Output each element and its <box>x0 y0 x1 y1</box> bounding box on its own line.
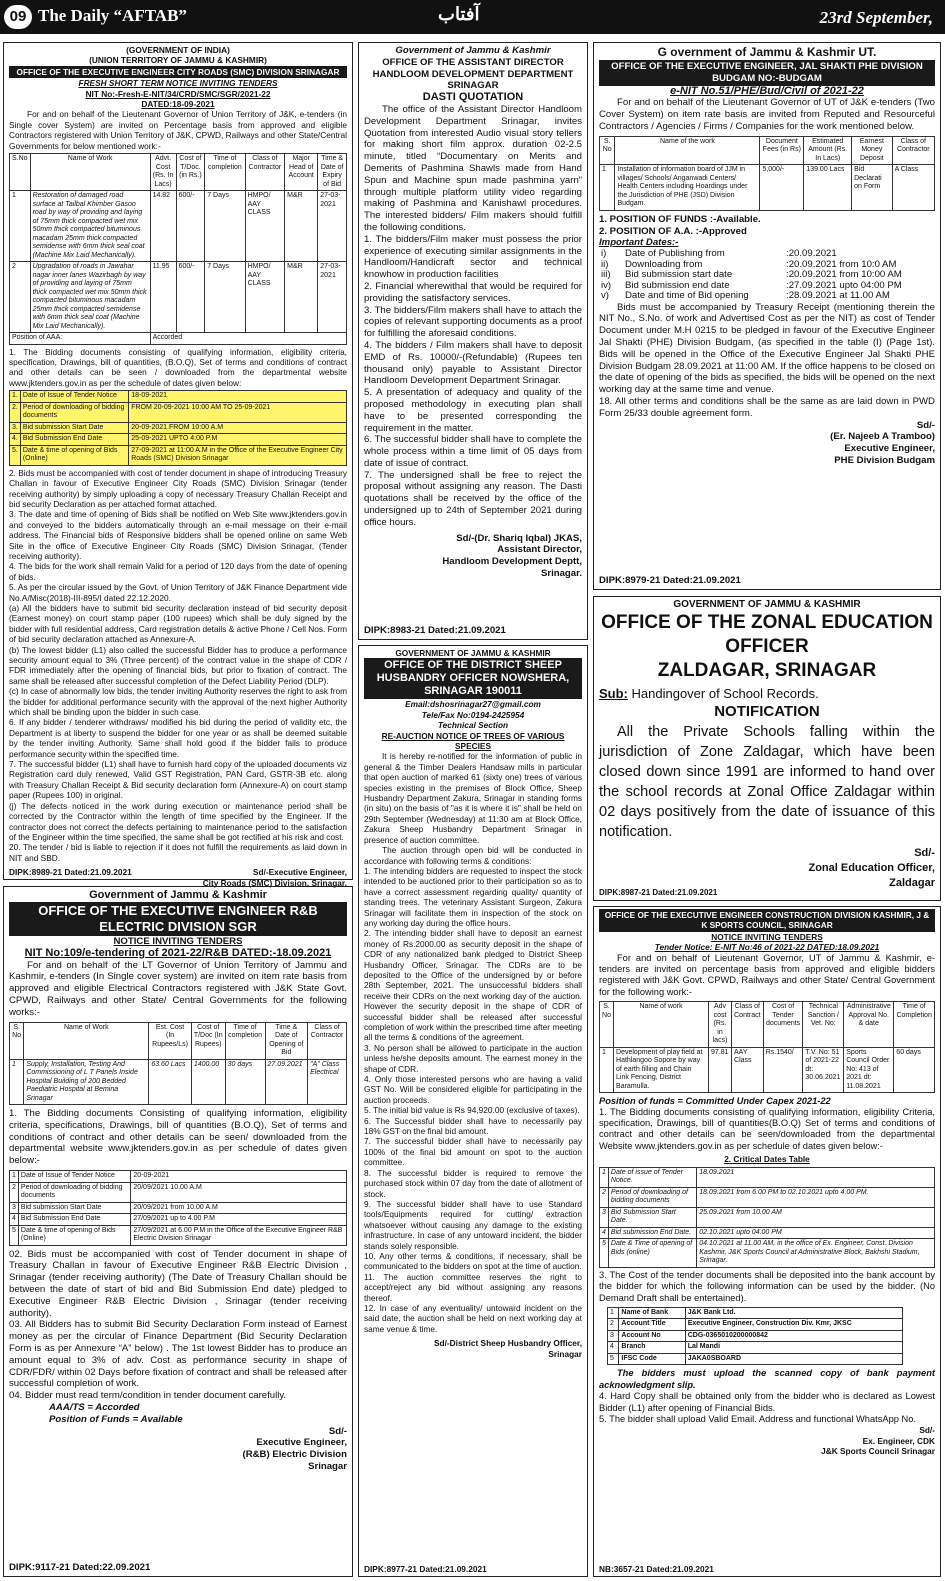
cell: HMPO/ AAY CLASS <box>245 262 285 333</box>
cell: 63.60 Lacs <box>149 1059 192 1105</box>
th: Name of Work <box>24 1022 149 1059</box>
cell: J&K Bank Ltd. <box>685 1307 902 1319</box>
email-line: Email:dshosrinagar27@gmail.com <box>405 699 541 710</box>
th: S. No <box>600 136 615 165</box>
cell: 2 <box>10 1182 19 1202</box>
th: S. No <box>10 1022 24 1059</box>
para: 02. Bids must be accompanied with cost of Tender document in shape of Treasury Challan in favour of Executive Engineer R&B Electric Division , Srinagar (tender receiving authority) (The Date of Treasury Challan should be between the date of start of bid and Bid Submission End date) pledged to Executive Engineer R&B Electric Division , Srinagar (tender receiving authority). <box>9 1248 347 1319</box>
cell: 7 Days <box>205 262 245 333</box>
cell: 25.09.2021 from 10.00 AM <box>697 1207 935 1227</box>
list-item: 9. The successful bidder shall have to use Standard tools/Equipments required for cutting/ extraction whatsoever without causing any damage to the existing infrastructure. In case of any untoward incident, the bidder stands solely responsible. <box>364 1198 582 1251</box>
cell: Branch <box>619 1342 685 1354</box>
signature: Sd/- <box>328 1425 347 1437</box>
signature: Srinagar <box>548 1348 582 1359</box>
para: (j) The defects noticed in the work during execution or maintenance period shall be corrected by the Contractor within the length of time specified by the Engineer. If the contractor does not correct the defects pertaining to maintenance period to the satisfaction of the Engineer within the time specified, the same shall be got rectified at his risk and cost. <box>9 800 347 842</box>
dates-table <box>599 249 935 302</box>
th: Advt. Cost (Rs. In Lacs) <box>150 154 176 191</box>
cell: 1. <box>10 391 21 403</box>
signature: J&K Sports Council Srinagar <box>821 1446 935 1457</box>
para: The office of the Assistant Director Handloom Development Department Srinagar, invites Quotation from interested Audio visual story tellers for making short film approx. duration 02-2.5 minute, titled “Documentary on Merits and Demerits of Pashmina Shawls made from Hand Spun and Machine spun made pashmina yarn” through multiple platform utility video regarding making of Pashmina and Kanishawl procedures. The interested bidders/ Film makers should fulfill the following conditions. <box>364 103 582 233</box>
signature: Zaldagar <box>889 877 935 889</box>
gov-label: (GOVERNMENT OF INDIA) <box>126 45 230 55</box>
cell: JAKA0SBOARD <box>685 1353 902 1365</box>
cell: Lal Mandi <box>685 1342 902 1354</box>
signature: (R&B) Electric Division <box>242 1449 347 1461</box>
ad-city-roads <box>3 42 353 888</box>
signature: Executive Engineer, <box>844 443 935 455</box>
bank-table <box>607 1307 903 1366</box>
signature: Srinagar. <box>540 568 582 580</box>
cell: 27.09.2021 <box>265 1059 308 1105</box>
gov-label: GOVERNMENT OF JAMMU & KASHMIR <box>673 599 861 610</box>
works-table <box>599 1001 935 1093</box>
th: Cost of T/Doc. (in Rs.) <box>176 154 205 191</box>
para: 7. The undersigned shall be free to reject the proposal without assigning any reason. The Dasti quotations shall be received by the office of the undersigned up to 24th of September 2021 during office hours. <box>364 469 582 528</box>
aaa-line: AAA/TS = Accorded <box>49 1401 140 1413</box>
list-item: 6. The Successful bidder shall have to necessarily pay 18% GST on the final bid amount. <box>364 1115 582 1137</box>
cell: Date of issue of Tender Notice. <box>608 1167 696 1187</box>
office-location: ZALDAGAR, SRINAGAR <box>657 660 877 681</box>
intro-text: For and on behalf of the LT Governor of Union Territory of Jammu and Kashmir, e-tenders (In Single cover system) are invited on item rate basis from approved and eligible Electrical Contractors registered with J&K State Govt. CPWD, Railways and other State/ Central Governments for the following works:- <box>9 959 347 1018</box>
dipk-number: NB:3657-21 Dated:21.09.2021 <box>599 1563 714 1574</box>
cell: Period of downloading of bidding documents <box>18 1182 130 1202</box>
cell: HMPO/ AAY CLASS <box>245 191 285 262</box>
cell: Bid submission End Date. <box>608 1227 696 1239</box>
cell: 27/09/2021 up to 4.00 P.M <box>131 1214 347 1226</box>
cell: Sports Council Order No: 413 of 2021 dt: 11.08.2021 <box>844 1047 894 1093</box>
para: 7. The successful bidder (L1) shall have to furnish hard copy of the uploaded documents viz Registration card duly renewed, Valid GST Registration, PAN Card, GSTR-3B etc. along with Treasury Challan Receipt & Bid security declaration form (Annexure-A) on court stamp paper (Rupees 100) in original. <box>9 759 347 801</box>
works-table <box>599 136 935 211</box>
cell: 3 <box>608 1330 619 1342</box>
cell: 60 days <box>894 1047 935 1093</box>
th: Class of Contractor <box>308 1022 347 1059</box>
para: (a) All the bidders have to submit bid security declaration instead of bid security deposit (Earnest money) on court stamp paper (100 rupees) which shall be duly signed by the bidder with full residential address, Card registration details & active Phone / Cell Nos. Form of bid security declaration attached as Annexure-A. <box>9 602 347 645</box>
schedule-table <box>9 390 347 466</box>
cell: 1 <box>600 1167 609 1187</box>
cell: Account Title <box>619 1319 685 1331</box>
cell: Date & time of opening of Bids (Online) <box>20 445 128 465</box>
cell: 20/09/2021 from 10.00 A.M <box>131 1202 347 1214</box>
dipk-number: DIPK:8977-21 Dated:21.09.2021 <box>364 1563 487 1574</box>
cell: ii) <box>601 258 609 270</box>
para: 6. If any bidder / tenderer withdraws/ modified his bid during the period of validity etc, the Department is at liberty to suspend the bidder for one year or as shall be deemed suitable by the tender inviting Authority. Same shall hold good if the bidder fails to produce performance security within the specified time. <box>9 717 347 759</box>
nit-date: DATED:18-09-2021 <box>141 99 215 110</box>
subject-label: Sub: <box>599 686 628 701</box>
cell: Date of Publishing from <box>625 248 725 260</box>
list-item: 10. Any other terms & conditions, if necessary, shall be communicated to the bidders on spot at the time of auction. <box>364 1250 582 1272</box>
cell: 2 <box>600 1187 609 1207</box>
notice-title: DASTI QUOTATION <box>422 91 524 104</box>
signature: (Er. Najeeb A Tramboo) <box>830 431 935 443</box>
office-title: OFFICE OF THE ASSISTANT DIRECTOR HANDLOOM DEVELOPMENT DEPARTMENT SRINAGAR <box>372 56 574 92</box>
office-title: OFFICE OF THE ZONAL EDUCATION OFFICER <box>601 612 933 657</box>
cell: Date and time of Bid opening <box>625 290 749 302</box>
para: 2. Financial wherewithal that would be required for providing the satisfactory services. <box>364 280 582 304</box>
cell: 600/- <box>176 262 205 333</box>
aa-line: 2. POSITION OF A.A. :-Approved <box>599 225 747 237</box>
intro-text: For and on behalf of the Lieutenant Governor of Union Territory of J&K, e-tenders (in Single cover System) are invited on Percentage basis from approved and eligible Contractors registered with Union Territory of J&K, CPWD, Railways and other State/Central Governments for below mentioned work:- <box>9 109 347 151</box>
nit-number: e-NIT No.51/PHE/Bud/Civil of 2021-22 <box>670 84 864 97</box>
list-item: 4. Only those interested persons who are having a valid GST No. Will be considered eligible for participating in the auction proceeds. <box>364 1074 582 1105</box>
nit-number: NIT No:-Fresh-E-NIT/34/CRD/SMC/SGR/2021-22 <box>85 88 271 99</box>
th: Time & Date of Expiry of Bid <box>318 154 347 191</box>
cell: 1 <box>10 1171 19 1183</box>
ad-jal-shakti <box>593 42 941 590</box>
critical-dates-title: 2. Critical Dates Table <box>724 1154 810 1165</box>
cell: 7 Days <box>205 191 245 262</box>
cell: 1 <box>10 1059 24 1105</box>
cell: 3. <box>10 422 21 434</box>
dipk-number: DIPK:9117-21 Dated:22.09.2021 <box>9 1562 151 1574</box>
th: Name of work <box>614 1002 709 1048</box>
para: Bids must be accompanied by Treasury Receipt (mentioning therein the NIT No., S.No. of work and Advertised Cost as per the NIT) as cost of Tender Document under M.H 0215 to be pledged in favour of the Executive Engineer Jal Shakti (PHE) Division Budgam, (as specified in the table (I) (Page 1st). Bids will be opened in the Office of the Executive Engineer Jal Shakti PHE Division Budgam 28.09.2021 at 11:00 AM. If the office happens to be closed on the date of opening of the bids as specified, the bids will be opened on the next working day at the same time and venue. <box>599 301 935 396</box>
cell: iii) <box>601 269 611 281</box>
th: Administrative Approval No. & date <box>844 1002 894 1048</box>
cell: v) <box>601 290 609 302</box>
works-table <box>9 1022 347 1106</box>
list-item: 12. In case of any eventuality/ untoward incident on the said date, the auction shall be held on next working day at same venue & time. <box>364 1302 582 1334</box>
para: (b) The lowest bidder (L1) also called the successful Bidder has to produce a performance security amount equal to 3% (Three percent) of the contract value in the shape of CDR / FDR immediately after the opening of financial bids, but prior to fixation of contract. The same shall be released after successful completion of the Defect Liability Period (DLP). <box>9 644 347 686</box>
notice-title: NOTICE INVITING TENDERS <box>711 931 823 942</box>
cell: 18-09-2021 <box>129 391 347 403</box>
newspaper-logo: آفتاب <box>438 4 480 25</box>
notice-title: NOTICE INVITING TENDERS <box>113 936 243 947</box>
cell: 18.09.2021 from 6.00 PM to 02.10.2021 upto 4.00 PM. <box>697 1187 935 1207</box>
office-banner: OFFICE OF THE EXECUTIVE ENGINEER R&B ELECTRIC DIVISION SGR <box>9 902 347 936</box>
cell: Development of play field at Hathlangoo Sopore by way of earth filling and Chain Link Fencing, District Baramulla. <box>614 1047 709 1093</box>
cell: 5 <box>608 1353 619 1365</box>
works-table <box>9 153 347 345</box>
cell: :20.09.2021 <box>786 248 837 260</box>
cell: AAY Class <box>732 1047 764 1093</box>
th: S. No <box>600 1002 614 1048</box>
schedule-table <box>9 1170 347 1246</box>
cell: Bid Submission End Date <box>18 1214 130 1226</box>
cell: 11.95 <box>150 262 176 333</box>
section-label: Technical Section <box>437 720 509 731</box>
cell: 4 <box>600 1227 609 1239</box>
para: 3. The date and time of opening of Bids shall be notified on Web Site www.jktenders.gov.in and conveyed to the bidders automatically through an e-mail message on their e-mail address. The Financial bids of Responsive bidders shall be opened online on same Web Site in the office of Executive Engineer City Roads (SMC) Division Srinagar, (Tender receiving authority). <box>9 509 347 561</box>
gov-label: GOVERNMENT OF JAMMU & KASHMIR <box>395 648 551 658</box>
intro-text: For and on behalf of Lieutenant Governor, UT of Jammu & Kashmir, e-tenders are invited on percentage basis from approved and eligible bidders registered with J&K Govt. CPWD, Railways and other State/ Central Government for the following work:- <box>599 952 935 997</box>
para: 1. The bidders/Film maker must possess the prior experience of executing similar assignments in the Handloom/Handicraft sector and technical knowhow in production facilities <box>364 233 582 281</box>
critical-dates-table <box>599 1167 935 1268</box>
cell: 27-03-2021 <box>318 262 347 333</box>
signature: City Roads (SMC) Division, Srinagar. <box>202 877 347 888</box>
list-item: 3. No person shall be allowed to participate in the auction unless he/she deposits amount. The earnest money in the shape of CDR. <box>364 1042 582 1074</box>
cell: 2 <box>608 1319 619 1331</box>
cell: CDG-0365010200000842 <box>685 1330 902 1342</box>
cell: :27.09.2021 upto 04:00 PM <box>786 279 902 291</box>
cell: 04.10.2021 at 11.00 AM, in the office of Ex. Engineer, Const. Division Kashmir, J&K Sports Council at Administrative Block, Bakhshi Stadium, Srinagar. <box>697 1239 935 1268</box>
cell: 30 days <box>225 1059 265 1105</box>
cell: 20/09/2021 10.00 A.M <box>131 1182 347 1202</box>
cell: M&R <box>285 191 318 262</box>
th: Cost of T/Doc (In Rupees) <box>191 1022 225 1059</box>
cell: 27-09-2021 at 11:00 A.M in the Office of the Executive Engineer City Roads (SMC) Division Srinagar <box>129 445 347 465</box>
signature: PHE Division Budgam <box>834 455 935 467</box>
cell: M&R <box>285 262 318 333</box>
th: Class of Contractor <box>892 136 934 165</box>
cell: Bid submission end date <box>625 279 730 291</box>
cell: Bid submission start date <box>625 269 733 281</box>
issue-date: 23rd September, <box>819 8 933 27</box>
ad-zonal-education <box>593 596 941 901</box>
para: It is hereby re-notified for the information of public in general & the Timber Dealers Handsaw mills in particular that open auction of marked 61 (sixty one) trees of various species existing in the premises of Block Office, Sheep Husbandry Department Zakura, Srinagar in standing forms (in situ) on the basis of "as it is where it is" shall be held on 29th September (Wednesday) at 11:30 am at Block Office, Zakura Sheep Husbandry Department Srinagar in presence of auction committee. <box>364 751 582 845</box>
list-item: 11. The auction committee reserves the right to accept/reject any bid without assigning any reasons thereof. <box>364 1271 582 1303</box>
cell: Restoration of damaged road surface at Tailbal Khimber Gasoo road by way of providing and laying of 75mm thick compacted wet mix 50mm thick compacted bituminous macadam 25mm thick compacted semidense with 6mm thick seal coat (Machine Mix Laid Mechanically). <box>30 191 150 262</box>
th: Name of the work <box>615 136 760 165</box>
para: 20. The tender / bid is liable to rejection if it does not fulfill the requirements as laid down in NIT and SBD. <box>9 842 347 863</box>
cell: 3 <box>10 1202 19 1214</box>
para: 18. All other terms and conditions shall be the same as are laid down in PWD Form 25/33 double agreement form. <box>599 396 935 419</box>
notice-title: RE-AUCTION NOTICE OF TREES OF VARIOUS SPECIES <box>381 730 565 752</box>
signature: Zonal Education Officer, <box>808 862 935 874</box>
signature: Sd/-(Dr. Shariq Iqbal) JKAS, <box>456 532 582 544</box>
cell: 5. <box>10 445 21 465</box>
cell: 1 <box>10 191 31 262</box>
cell: Period of downloading of bidding documents <box>608 1187 696 1207</box>
th: Earnest Money Deposit <box>852 136 892 165</box>
cell: 5,000/- <box>760 165 804 211</box>
cell: Date of Issue of Tender Notice <box>18 1171 130 1183</box>
table-row <box>10 1059 347 1105</box>
th: Major Head of Account <box>285 154 318 191</box>
cell: Date & time of opening of Bids (Online) <box>18 1225 130 1245</box>
cell: 20-09-2021 FROM 10:00 A.M <box>129 422 347 434</box>
cell: T.V. No: 51 of 2021-22 dt: 30.06.2021 <box>803 1047 844 1093</box>
para: (c) In case of abnormally low bids, the tender inviting Authority reserves the right to ask from the bidder for additional performance security with the approval of the next higher Authority which shall be binding upon the bidder in such case. <box>9 686 347 718</box>
nit-number: Tender Notice: E-NIT No:46 of 2021-22 DATED:18.09.2021 <box>654 942 880 953</box>
table-row <box>10 262 347 333</box>
cell: A Class <box>892 165 934 211</box>
cell: Date & Time of opening of Bids (online) <box>608 1239 696 1268</box>
cell: 1400.00 <box>191 1059 225 1105</box>
gov-label: Government of Jammu & Kashmir <box>395 45 551 56</box>
cell: Executive Engineer, Construction Div. Kmr, JKSC <box>685 1319 902 1331</box>
signature: Sd/- <box>919 1425 935 1436</box>
cell: 139.00 Lacs <box>804 165 852 211</box>
th: Cost of Tender documents <box>763 1002 803 1048</box>
cell: Name of Bank <box>619 1307 685 1319</box>
page-number: 09 <box>4 5 32 29</box>
ut-label: (UNION TERRITORY OF JAMMU & KASHMIR) <box>89 55 267 66</box>
nit-number: NIT No:109/e-tendering of 2021-22/R&B DATED:-18.09.2021 <box>24 946 332 959</box>
cell: FROM 20-09-2021 10:00 AM TO 25-09-2021 <box>129 402 347 422</box>
th: Time of Completion <box>894 1002 935 1048</box>
cell: Bid submission Start Date <box>20 422 128 434</box>
cell: Rs.1540/ <box>763 1047 803 1093</box>
th: Document Fees (in Rs) <box>760 136 804 165</box>
para: 6. The successful bidder shall have to complete the whole process within a time limit of 05 days from date of issue of contract. <box>364 434 582 469</box>
office-banner: OFFICE OF THE EXECUTIVE ENGINEER CITY ROADS (SMC) DIVISION SRINAGAR <box>9 66 347 78</box>
list-item: 8. The successful bidder is required to remove the purchased stock within 07 day from the date of allotment of stock. <box>364 1167 582 1199</box>
ad-sports-council <box>593 906 941 1577</box>
cell: 1 <box>608 1307 619 1319</box>
office-banner: OFFICE OF THE EXECUTIVE ENGINEER CONSTRUCTION DIVISION KASHMIR, J & K SPORTS COUNCIL, SRINAGAR <box>599 909 935 932</box>
ad-sheep-husbandry <box>358 645 588 1577</box>
para: 1. The Bidding documents consisting of qualifying information, eligibility criteria, specification, Drawings, bill of quantities, (B.O.Q), Set of terms and conditions of contract and other details can be seen / downloaded from the departmental website www.jktenders.gov.in as per the schedule of dates given below: <box>9 346 347 388</box>
th: Est. Cost (In Rupees/Ls) <box>149 1022 192 1059</box>
cell: 5 <box>600 1239 609 1268</box>
th: Name of Work <box>30 154 150 191</box>
list-item: 7. The successful bidder shall have to necessarily pay 100% of the final bid amount on spot to the auction committee. <box>364 1136 582 1168</box>
cell: Downloading from <box>625 258 703 270</box>
cell: 18.09.2021 <box>697 1167 935 1187</box>
para: The auction through open bid will be conducted in accordance with following terms & conditions: <box>364 845 582 866</box>
cell: :20.09.2021 from 10:00 AM <box>786 269 902 281</box>
cell: 27/09/2021 at 6.00 P.M in the Office of the Executive Engineer R&B Electric Division Srinagar <box>131 1225 347 1245</box>
th: Time of completion <box>205 154 245 191</box>
cell: Account No <box>619 1330 685 1342</box>
cell: Accorded <box>150 333 346 345</box>
tel-line: Tele/Fax No:0194-2425954 <box>421 709 525 720</box>
cell: 4. <box>10 434 21 446</box>
signature: Srinagar <box>308 1460 347 1472</box>
dipk-number: DIPK:8987-21 Dated:21.09.2021 <box>599 888 718 897</box>
para: 3. The Cost of the tender documents shall be deposited into the bank account by the bidder for which the following information can be used by the bidder. (No Demand Draft shall be entertained). <box>599 1269 935 1303</box>
cell: 14.82 <box>150 191 176 262</box>
th: Time & Date of Opening of Bid <box>265 1022 308 1059</box>
cell: Bid submission Start Date <box>18 1202 130 1214</box>
th: S.No <box>10 154 31 191</box>
signature: Executive Engineer, <box>256 1437 347 1449</box>
th: Adv cost (Rs. in lacs) <box>709 1002 732 1048</box>
list-item: 5. The initial bid value is Rs 94,920.00 (exclusive of taxes). <box>364 1105 580 1116</box>
signature: Sd/- <box>914 847 935 859</box>
para: 3. The bidders/Film makers shall have to attach the copies of relevant supporting documents as a proof for fulfilling the aforesaid conditions. <box>364 304 582 340</box>
para: 04. Bidder must read term/condition in tender document carefully. <box>9 1390 287 1402</box>
newspaper-name: The Daily “AFTAB” <box>38 6 187 25</box>
cell: :20.09.2021 from 10:0 AM <box>786 258 897 270</box>
signature: Sd/-Executive Engineer, <box>252 867 347 878</box>
cell: Position of AAA: <box>10 333 151 345</box>
para: 5. The bidder shall upload Valid Email. Address and functional WhatsApp No. <box>599 1414 916 1425</box>
ad-rb-electric <box>3 886 353 1577</box>
signature: Handloom Development Deptt, <box>442 556 582 568</box>
para: 5. A presentation of adequacy and quality of the proposed methodology in executing plan shall have to be presented corresponding the requirement in the matter. <box>364 387 582 434</box>
th: Technical Sanction / Vet. No: <box>803 1002 844 1048</box>
cell: Bid Submission Start Date. <box>608 1207 696 1227</box>
cell: Installation of information board of JJM in villages/ Schools/ Anganwadi Centers/ Health Centers including Hoardings under the Jurisdiction of PHE (JSD) Division Budgam. <box>615 165 760 211</box>
cell: Bid Submission End Date <box>20 434 128 446</box>
notice-title: FRESH SHORT TERM NOTICE INVITING TENDERS <box>78 78 278 89</box>
cell: i) <box>601 248 607 260</box>
dipk-number: DIPK:8983-21 Dated:21.09.2021 <box>364 625 506 637</box>
subject-text: Handingover of School Records. <box>631 686 819 701</box>
cell: 02.10.2021 upto 04.00 PM <box>697 1227 935 1239</box>
cell: Date of Issue of Tender Notice <box>20 391 128 403</box>
cell: "A" Class Electrical <box>308 1059 347 1105</box>
list-item: 2. The intending bidder shall have to deposit an earnest money of Rs.2000.00 as security deposit in the shape of CDR of any nationalized bank pledged to District Sheep Husbandry Officer, Srinagar. The CDRs are to be deposited to the Office of the undersigned by or before 28th September, 2021. The unsuccessful bidders shall receive their CDRs on the next working day of the auction. However the security deposit in the shape of CDR of successful bidder shall be released after successful completion of work within the prescribed time after meeting all the terms & conditions of the agreement. <box>364 928 582 1043</box>
notification-title: NOTIFICATION <box>714 703 820 720</box>
cell: IFSC Code <box>619 1353 685 1365</box>
cell: 2. <box>10 402 21 422</box>
office-banner: OFFICE OF THE DISTRICT SHEEP HUSBANDRY OFFICER NOWSHERA, SRINAGAR 190011 <box>364 658 582 699</box>
dipk-number: DIPK:8989-21 Dated:21.09.2021 <box>9 866 132 877</box>
ad-handloom <box>358 42 588 640</box>
cell: 4 <box>608 1342 619 1354</box>
dipk-number: DIPK:8979-21 Dated:21.09.2021 <box>599 575 741 587</box>
para: 1. The Bidding documents Consisting of qualifying information, eligibility criteria, specifications, Drawings, bill of quantities (B.O.Q), Set of terms and conditions of contract and other details can be seen/ downloaded from the departmental website www.jktenders.gov.in as per schedule of dates given below:- <box>9 1108 347 1167</box>
signature: Sd/- <box>916 419 935 431</box>
cell: 20-09-2021 <box>131 1171 347 1183</box>
th: Estimated Amount (Rs. In Lacs) <box>804 136 852 165</box>
para: 1. The Bidding documents consisting of qualifying information, eligibility Criteria, specification, Drawings, bill of quantities(B.O.Q) Set of terms and conditions of contract and other details can be seen/downloaded from the departmental Website www.jktenders.gov.in as per schedule of dates given below:- <box>599 1106 935 1151</box>
funds-line: 1. POSITION OF FUNDS :-Available. <box>599 213 761 225</box>
para: 4. Hard Copy shall be obtained only from the bidder who is declared as Lowest Bidder (L1) after opening of Financial Bids. <box>599 1391 935 1413</box>
funds-line: Position of funds = Committed Under Capex 2021-22 <box>599 1096 831 1107</box>
cell: Period of downloading of bidding documents <box>20 402 128 422</box>
table-row <box>10 191 347 262</box>
dates-heading: Important Dates:- <box>599 237 679 249</box>
cell: 5 <box>10 1225 19 1245</box>
cell: 1 <box>600 1047 614 1093</box>
cell: 97.81 <box>709 1047 732 1093</box>
th: Class of Contractor <box>245 154 285 191</box>
funds-line: Position of Funds = Available <box>49 1413 183 1425</box>
cell: Supply, Installation, Testing And Commissioning of L T Panels Inside Hospital Building of 200 Bedded Paediatric Hospital at Bemina Srinagar <box>24 1059 149 1105</box>
signature: Assistant Director, <box>497 544 582 556</box>
signature: Ex. Engineer, CDK <box>862 1435 935 1446</box>
cell: 600/- <box>176 191 205 262</box>
gov-label: Government of Jammu & Kashmir <box>89 889 267 901</box>
para: 2. Bids must be accompanied with cost of tender document in shape of introducing Treasury Challan in favour of Executive Engineer City Roads (SMC) Division Srinagar (tender receiving authority) by simply uploading a copy of necessary Treasury Challan Receipt and bid security Declaration as per attached format attached. <box>9 467 347 509</box>
table-row <box>600 1047 935 1093</box>
intro-text: For and on behalf of the Lieutenant Governor of UT of J&K e-tenders (Two Cover System) on item rate basis are invited from Reputed and Resourceful Contractors / Agencies / Firms / Companies for the work mentioned below. <box>599 97 935 132</box>
list-item: 1. The intending bidders are requested to inspect the stock intended to be auctioned prior to their participation so as to have a correct assessment regarding quality/ quantity of standing trees. The veterinary Assistant Surgeon, Zakura Srinagar will facilitate them in inspection of the stock on any working day during the office hours. <box>364 865 582 928</box>
cell: 3 <box>600 1207 609 1227</box>
masthead <box>0 0 945 34</box>
office-banner: OFFICE OF THE EXECUTIVE ENGINEER, JAL SHAKTI PHE DIVISION BUDGAM NO:-BUDGAM <box>599 60 935 86</box>
para: 03. All Bidders has to submit Bid Security Declaration Form instead of Earnest money as per the circular of Finance Department (Bid Security Declaration Form is as per Annexure “A” below) . The 1st lowest Bidder has to produce an amount equal to 3% of adv. Cost as performance security in shape of CDR/FDR/ within 02 Days before fixation of contract and shall be released after successful completion of work. <box>9 1319 347 1390</box>
cell: Upgradation of roads in Jawahar nagar inner lanes Wazirbagh by way of providing and laying of 75mm thick compacted wet mix 50mm thick compacted bituminous macadam 25mm thick compacted semidense with 6mm thick seal coat (Machine Mix Laid Mechanically). <box>30 262 150 333</box>
para: 5. As per the circular issued by the Govt. of Union Territory of J&K Finance Department vide No.A/Misc(2018)-III-895/I dated 22.12.2020. <box>9 582 347 603</box>
cell: 4 <box>10 1214 19 1226</box>
cell: 25-09-2021 UPTO 4:00 P.M <box>129 434 347 446</box>
th: Class of Contract <box>732 1002 764 1048</box>
table-row <box>600 165 935 211</box>
signature: Sd/-District Sheep Husbandry Officer, <box>434 1338 582 1349</box>
para: 4. The bids for the work shall remain Valid for a period of 120 days from the date of opening of bids. <box>9 561 347 582</box>
gov-label: G overnment of Jammu & Kashmir UT. <box>657 45 877 59</box>
th: Time of completion <box>225 1022 265 1059</box>
para: 4. The bidders / Film makers shall have to deposit EMD of Rs. 10000/-(Refundable) (Rupees ten thousand only) payable to Assistant Director Handloom Development Department Srinagar. <box>364 339 582 387</box>
notification-body: All the Private Schools falling within the jurisdiction of Zone Zaldagar, which have been closed down since 1991 are informed to hand over the school records at Zonal Office Zaldagar within 02 days positively from the date of issuance of this notification. <box>599 724 935 840</box>
cell: 27-03-2021 <box>318 191 347 262</box>
cell: Bid Declarati on Form <box>852 165 892 211</box>
cell: 2 <box>10 262 31 333</box>
cell: :28.09.2021 at 11.00 AM <box>786 290 890 302</box>
cell: iv) <box>601 279 612 291</box>
cell: 1 <box>600 165 615 211</box>
para: The bidders must upload the scanned copy of bank payment acknowledgment slip. <box>599 1368 935 1390</box>
